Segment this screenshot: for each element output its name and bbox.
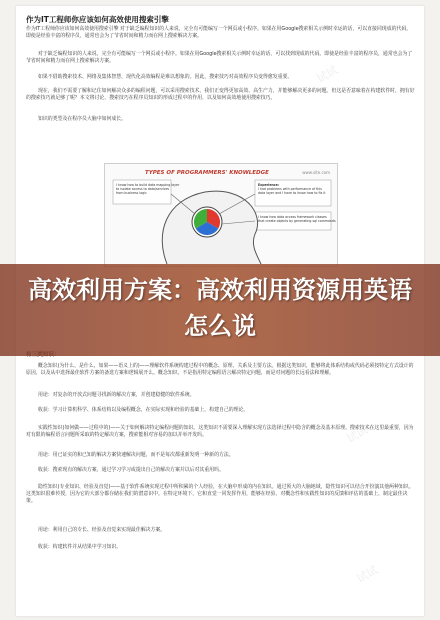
diagram-right-bottom-text: I know how data access framework classes that create objects by generating sql commands [258,215,336,223]
paragraph-2: 对于缺乏编程知识的人来说，完全有可能编写一个网页或小程序。如果在用Google搜索相关示例时幸运的话，可以找到现成的代码。即使是经验丰富的程序员，通常也会为了节省时间和精力而在网上搜索解决方案。 [26,51,413,65]
conceptual-gain: 收获：学习计算机科学、体系结构以及编程概念，在实际实现和经验的基础上，构建自己的理论。 [38,407,249,413]
paragraph-4: 现在，我们不需要了解和记住如何解决众多的编程问题，可以采用搜索技术，我们正变得更加高效、高生产力，并能够解决更多的问题。但这是否意味着在构建软件时，拥有好的搜索技巧就足够了呢？本文将讨论，搜索技巧在程序员知识的形成过程中的作用，以及如何高效地使用搜索技巧。 [26,88,415,102]
document-title: 作为IT工程师你应该如何高效使用搜索引擎 [26,15,169,24]
diagram-left-box-text: I know how to build data mapping layer to isolate access to data/services from business logic [116,183,180,195]
intro-paragraph: 作为IT工程师你应该如何高效使用搜索引擎 对于缺乏编程知识的人来说，完全有可能编写一个网页或小程序。如果在用Google搜索相关示例时幸运的话，可以直接同现成的代码。即使是经验丰富的程序员，通常也会为了节省时间和精力而在网上搜索解决方案。 [26,26,412,40]
paragraph-3: 如果不借助搜索技术、网络及集体智慧，现代化高效编程是难以想象的。因此，搜索技巧对高效程序员变得愈发重要。 [38,74,293,80]
knowledge-diagram-svg [105,164,337,266]
knowledge-types-diagram [104,163,338,267]
tacit-gain: 收获：构建软件并从结果中学习知识。 [38,544,122,550]
practical-gain: 收获：搜索现有的解决方案，通过学习学习或提出自己的解决方案并以后对其重用吗。 [38,467,224,473]
conceptual-usage: 用途：对复杂的开放式问题寻找新的解决方案，并创建稳健的软件系统。 [38,392,195,398]
diagram-right-top-text: Experience: I had problems with performance of this data layer and I have to know how to fix it [258,183,326,195]
tacit-usage: 用途：利用自己的专长、经验及直觉来实现最佳解决方案。 [38,527,166,533]
conceptual-knowledge-paragraph: 概念知识(为什么、是什么、如果——语义上的)——理解软件系统构建过程中的概念、原理、关系及主要方法。根据这类知识，能够将此体系结构或代码必须按特定方式设计的原因，以及从中选择最佳软件方案的备选方案和逻辑展开么。概念知识，不是指用特定编程语言解决特定问题，而是对问题的长远看法和理解。 [26,363,414,377]
diagram-title: TYPES OF PROGRAMMERS' KNOWLEDGE [145,170,269,176]
watermark-2: 试试 [344,423,371,446]
tacit-knowledge-paragraph: 隐性知识(专业知识、经验及直觉)——基于软件系统实现过程中所积累的个人经验，在大脑中形成的内在知识。通过预大的大脑地域，隐性知识可以结合开扮演其他两种知识。这类知识很难传授，因为它的大部分都存储在我们的潜意识中。在特定环境下，它和直觉一同发挥作用，能够在经验、对概念性和实践性知识的反馈和评估的基础上，制定最佳决策。 [26,484,414,505]
practical-knowledge-paragraph: 实践性知识(如何做——过程中的)——关于如何解决特定编程问题的知识。这类知识不需要深入理解实现方法选择过程中隐含的概念及基本原理。搜索技术在这里最重要，因为对有限的编程语言问题所采取的特定解决方案，搜索能相对容易的加以并举开发吗。 [26,425,414,439]
diagram-website: www.site.com [302,170,330,175]
watermark-3: 试试 [354,563,381,586]
paragraph-5: 知识的类型及在程序员大脑中如何成长。 [38,116,127,122]
watermark-1: 试试 [314,63,341,86]
practical-usage: 用途：用已证实的和已知的解决方案快速解决问题，而不是每次都重新发明一种新的方法。 [38,452,234,458]
banner-title: 高效利用方案：高效利用资源用英语怎么说 [28,276,412,340]
